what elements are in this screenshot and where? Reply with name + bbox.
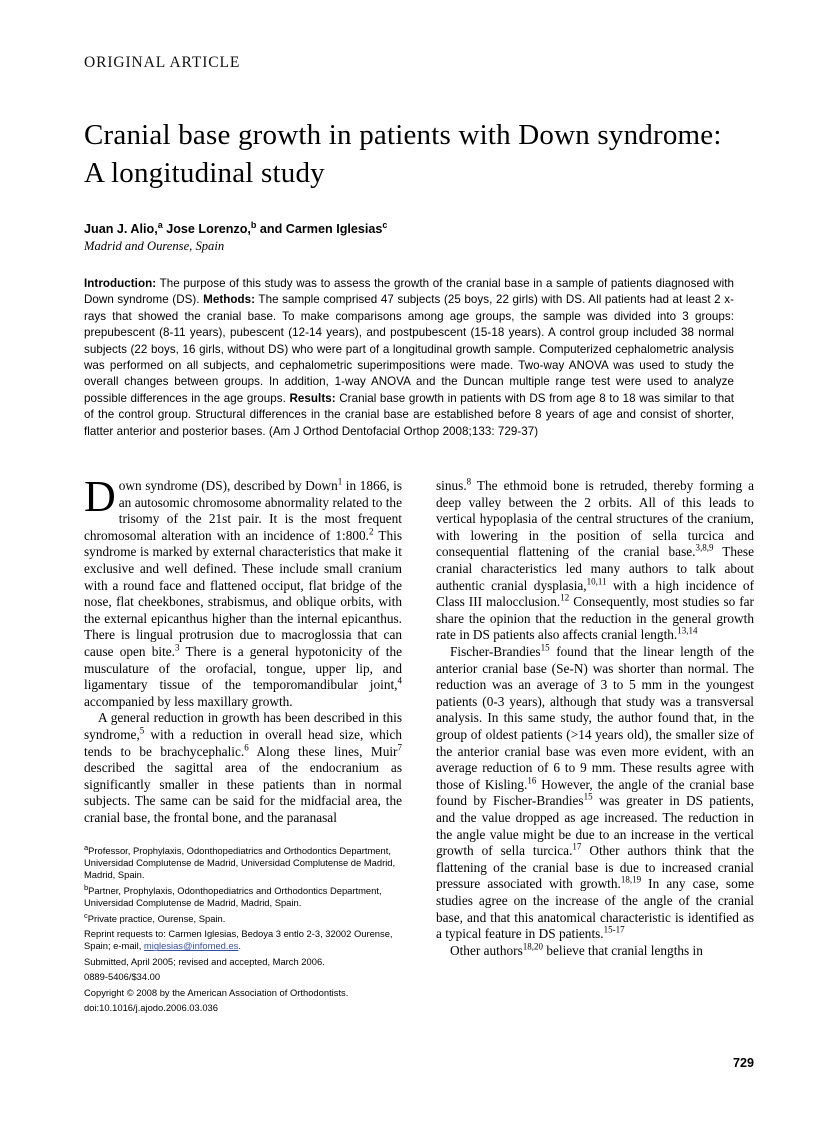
footnote-a	[84, 842, 402, 882]
author-1-affil-marker: a	[157, 219, 163, 230]
text-run: Other authors think that the flattening of the cranial base is due to increased cranial pressure associated with growth.	[436, 843, 754, 892]
affiliation-line: Madrid and Ourense, Spain	[84, 239, 225, 253]
right-column	[436, 478, 754, 1017]
footnote-b-marker: b	[84, 882, 89, 892]
citation-marker: 18,20	[522, 941, 543, 952]
citation-marker: 13,14	[677, 625, 698, 636]
article-type-label: ORIGINAL ARTICLE	[84, 54, 241, 71]
abstract-methods-text: The sample comprised 47 subjects (25 boys, 22 girls) with DS. All patients had at least 2 x-rays that showed the cranial base. To make comparisons among age groups, the sample was divided into 3 groups: prepubescent (8-11 years), pubescent (12-14 years), and postpubescent (15-18 years). A control group included 38 normal subjects (22 boys, 16 girls, without DS) who were part of a longitudinal growth sample. Computerized cephalometric analysis was performed on all subjects, and cephalometric superimpositions were made. Two-way ANOVA was used to study the overall changes between groups. In addition, 1-way ANOVA and the Duncan multiple range test were used to analyze possible differences in the age groups.	[84, 293, 734, 405]
citation-marker: 5	[139, 725, 145, 736]
text-run: A general reduction in growth has been described in this syndrome,	[84, 710, 402, 742]
paragraph-other-authors	[436, 943, 754, 960]
author-3: and Carmen Iglesias	[256, 222, 383, 236]
abstract	[84, 276, 734, 440]
citation-marker: 2	[369, 526, 374, 537]
text-run: in 1866, is an autosomic chromosome abnormality related to the trisomy of the 21st pair. It is the most frequent chromosomal alteration with an incidence of 1:800.	[84, 478, 402, 543]
text-run: Consequently, most studies so far share the opinion that the reduction in the general growth rate in DS patients also affects cranial length.	[436, 594, 754, 643]
drop-cap: D	[84, 472, 116, 522]
reprint-requests	[84, 928, 402, 953]
text-run: However, the angle of the cranial base found by Fischer-Brandies	[436, 776, 755, 809]
footnote-a-text: Professor, Prophylaxis, Odonthopediatrics and Orthodontics Department, Universidad Complutense de Madrid, Universidad Complutense de Madrid, Madrid, Spain.	[84, 844, 396, 881]
abstract-results-text: Cranial base growth in patients with DS from age 8 to 18 was similar to that of the control group. Structural differences in the cranial base are established before 8 years of age and consist of shorter, flatter anterior and posterior bases. (Am J Orthod Dentofacial Orthop 2008;133: 729-37)	[84, 391, 734, 438]
citation-marker: 15	[540, 642, 550, 653]
text-run: believe that cranial lengths in	[543, 942, 703, 958]
citation-marker: 3,8,9	[695, 543, 714, 554]
citation-marker: 7	[397, 742, 402, 753]
footnote-c-marker: c	[84, 910, 88, 920]
text-run: with a high incidence of Class III malocclusion.	[436, 577, 754, 610]
text-run: Fischer-Brandies	[450, 644, 541, 659]
footnote-c-text: Private practice, Ourense, Spain.	[87, 912, 226, 924]
abstract-results-label: Results:	[289, 391, 336, 405]
text-run: This syndrome is marked by external characteristics that make it exclusive and well defined. These include small cranium with a round face and flattened occiput, flat bridge of the nose, flat cheekbones, strabismus, and oblique orbits, with the external epicanthus higher than the internal epicanthus. There is lingual protrusion due to macroglossia that can cause open bite.	[84, 527, 402, 659]
text-run: found that the linear length of the anterior cranial base (Se-N) was shorter than normal. The reduction was an average of 3 to 5 mm in the youngest patients (0-3 years), although that study was a transversal analysis. In this same study, the author found that, in the group of oldest patients (>14 years old), the smaller size of the anterior cranial base was even more evident, with an average reduction of 6 to 9 mm. These results agree with those of Kisling.	[436, 644, 754, 792]
author-2-affil-marker: b	[250, 219, 257, 230]
copyright-line: Copyright © 2008 by the American Association of Orthodontists.	[84, 986, 349, 998]
text-run: Along these lines, Muir	[248, 743, 398, 759]
citation-marker: 3	[175, 642, 180, 653]
submitted-line: Submitted, April 2005; revised and accepted, March 2006.	[84, 955, 325, 967]
left-column-text	[84, 472, 402, 826]
text-run: described the sagittal area of the endocranium as significantly smaller in these patients than in normal subjects. The same can be said for the midfacial area, the cranial base, the frontal bone, and the paranasal	[84, 760, 402, 825]
text-run: In any case, some studies agree on the increase of the angle of the cranial base, and that this anatomical characteristic is identified as a typical feature in DS patients.	[436, 876, 754, 942]
text-run: accompanied by less maxillary growth.	[84, 693, 293, 709]
page-number: 729	[732, 1056, 754, 1070]
text-run: sinus.	[436, 478, 467, 494]
abstract-methods-label: Methods:	[203, 293, 256, 307]
paragraph-sinus	[436, 478, 754, 644]
page-title: Cranial base growth in patients with Down syndrome: A longitudinal study	[84, 119, 722, 189]
citation-marker: 10,11	[586, 576, 607, 587]
citation-marker: 15-17	[603, 924, 625, 935]
email-link[interactable]: miglesias@infomed.es	[143, 940, 239, 952]
citation-marker: 16	[527, 775, 537, 786]
author-3-affil-marker: c	[382, 219, 388, 230]
footnote-c	[84, 910, 402, 925]
citation-marker: 18,19	[620, 874, 642, 885]
author-2: Jose Lorenzo,	[162, 222, 251, 236]
citation-marker: 15	[583, 791, 593, 802]
reprint-text-end: .	[238, 940, 241, 952]
reprint-text: Reprint requests to: Carmen Iglesias, Bedoya 3 entlo 2-3, 32002 Ourense, Spain; e-mail,	[84, 927, 393, 952]
abstract-intro-text: The purpose of this study was to assess the growth of the cranial base in a sample of patients diagnosed with Down syndrome (DS).	[84, 277, 734, 307]
citation-marker: 17	[572, 841, 582, 852]
footnote-b-text: Partner, Prophylaxis, Odonthopediatrics and Orthodontics Department, Universidad Complutense de Madrid, Madrid, Spain.	[84, 884, 382, 909]
author-list	[84, 219, 754, 236]
right-column-text	[436, 478, 754, 959]
text-run: with a reduction in overall head size, which tends to be brachycephalic.	[84, 726, 402, 759]
paragraph-intro	[84, 472, 402, 710]
body-columns	[84, 472, 755, 1017]
footnote-a-marker: a	[84, 842, 89, 852]
author-1: Juan J. Alio,	[84, 222, 158, 236]
text-run: The ethmoid bone is retruded, thereby forming a deep valley between the 2 orbits. All of this leads to vertical hypoplasia of the central structures of the cranium, with lowering in the position of sella turcica and consequential flattening of the cranial base.	[436, 478, 754, 560]
footnote-b	[84, 882, 402, 910]
text-run: own syndrome (DS), described by Down	[118, 478, 338, 494]
citation-marker: 4	[397, 675, 402, 686]
text-run: There is a general hypotonicity of the musculature of the orofacial, tongue, upper lip, and ligamentary tissue of the temporomandibular joint,	[84, 644, 402, 693]
citation-marker: 8	[466, 476, 472, 487]
text-run: These cranial characteristics led many authors to talk about authentic cranial dysplasia,	[436, 544, 754, 593]
page-content	[84, 54, 754, 1017]
text-run: Other authors	[450, 942, 523, 958]
left-column	[84, 472, 402, 1017]
abstract-intro-label: Introduction:	[84, 277, 157, 290]
citation-marker: 6	[244, 742, 249, 753]
footnotes-block	[84, 842, 402, 1015]
doi-line: doi:10.1016/j.ajodo.2006.03.036	[84, 1002, 218, 1013]
citation-marker: 1	[337, 476, 343, 487]
issn-line: 0889-5406/$34.00	[84, 971, 161, 983]
citation-marker: 12	[560, 592, 570, 603]
text-run: was greater in DS patients, and the value dropped as age increased. The reduction in the angle value might be due to an increase in the vertical growth of sella turcica.	[436, 793, 754, 859]
paragraph-growth-reduction	[84, 710, 402, 826]
paragraph-fischer-brandies	[436, 644, 754, 943]
